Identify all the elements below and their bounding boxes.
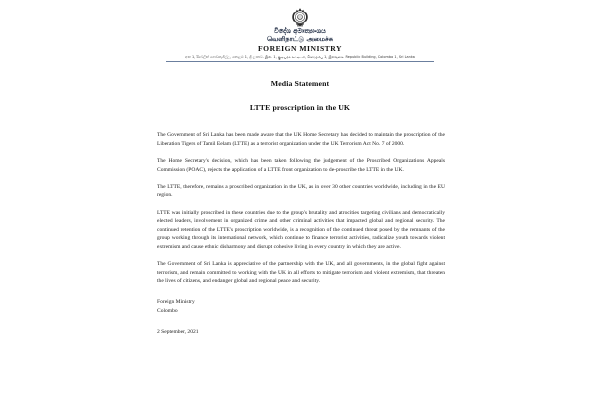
signoff-city: Colombo xyxy=(157,307,178,314)
media-statement-kicker: Media Statement xyxy=(270,79,330,89)
body-paragraph: LTTE was initially proscribed in these countries due to the group's brutality and atrocities targeting civilians and democratically elected leaders, involvement in organized crime and other criminal activities that impacted global and regional security. The continued retention of the LTTE's proscription worldwide, is a recognition of the continued threat posed by the remnants of the group working through its international network, which continue to finance terrorist activities, radicalize youth towards violent extremism and cause ethnic disharmony and disrupt cohesive living in every country in which they are active. xyxy=(157,209,445,250)
page-title: LTTE proscription in the UK xyxy=(249,103,351,113)
body-paragraph: The Home Secretary's decision, which has been taken following the judgement of the Proscribed Organizations Appeals Commission (POAC), rejects the application of a LTTE front organization to de-proscribe the LTTE in the UK. xyxy=(157,158,445,173)
signoff-organization: Foreign Ministry xyxy=(157,299,195,306)
letterhead-divider xyxy=(166,61,434,62)
letterhead-sinhala-name: විදේශ අමාත්‍යාංශය xyxy=(274,27,326,35)
sri-lanka-national-emblem-icon xyxy=(289,7,311,27)
signature-block xyxy=(157,298,445,315)
document-titles xyxy=(0,79,600,112)
letterhead-english-name: FOREIGN MINISTRY xyxy=(258,43,342,53)
letterhead xyxy=(0,0,600,62)
letterhead-tamil-name: வெளிநாட்டு அமைச்சு xyxy=(266,34,334,43)
document-body xyxy=(155,131,445,337)
letterhead-address: අංක 1, රිපබ්ලික් ගොඩනැගිල්ල, කොළඹ 1, ශ්‍රී ලංකාව. இல. 1, குடியரசு கட்டிடம், கொழும்பு 1, இலங்கை. Republic Building, Colombo 1, Sri Lanka xyxy=(185,55,415,60)
body-paragraph: The Government of Sri Lanka has been made aware that the UK Home Secretary has decided to maintain the proscription of the Liberation Tigers of Tamil Eelam (LTTE) as a terrorist organization under the UK Terrorism Act No. 7 of 2000. xyxy=(157,132,445,148)
body-paragraph: The LTTE, therefore, remains a proscribed organization in the UK, as in over 30 other countries worldwide, including in the EU region. xyxy=(157,183,445,199)
document-date: 2 September, 2021 xyxy=(157,329,199,336)
body-paragraph: The Government of Sri Lanka is appreciative of the partnership with the UK, and all governments, in the global fight against terrorism, and remain committed to working with the UK in all efforts to mitigate terrorism and violent extremism, that threaten the lives of citizens, and endanger global and regional peace and security. xyxy=(157,261,445,285)
